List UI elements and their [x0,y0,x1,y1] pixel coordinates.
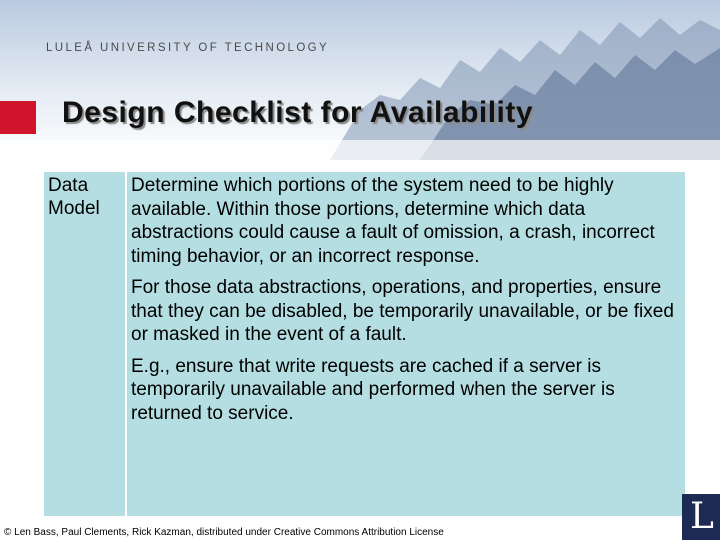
paragraph-2: For those data abstractions, operations, and properties, ensure that they can be disabled, be temporarily unavailable, or be fixed or masked in the event of a fault. [131,277,674,345]
winter-forest-image [0,0,720,160]
logo-letter: L [690,496,714,537]
table-column-divider [125,172,127,516]
university-logo [682,494,720,540]
header-banner [0,0,720,160]
copyright-footer: © Len Bass, Paul Clements, Rick Kazman, distributed under Creative Commons Attribution License [4,527,444,538]
paragraph-3: E.g., ensure that write requests are cached if a server is temporarily unavailable and performed when the server is returned to service. [131,355,615,424]
accent-square [0,101,36,134]
university-name: LULEÅ UNIVERSITY OF TECHNOLOGY [46,42,330,54]
row-label: Data Model [48,175,100,219]
page-title: Design Checklist for Availability [62,96,534,129]
paragraph-1: Determine which portions of the system need to be highly available. Within those portions, determine which data abstractions could cause a fault of omission, a crash, incorrect timing behavior, or an incorrect response. [131,175,655,267]
row-content [131,174,687,433]
